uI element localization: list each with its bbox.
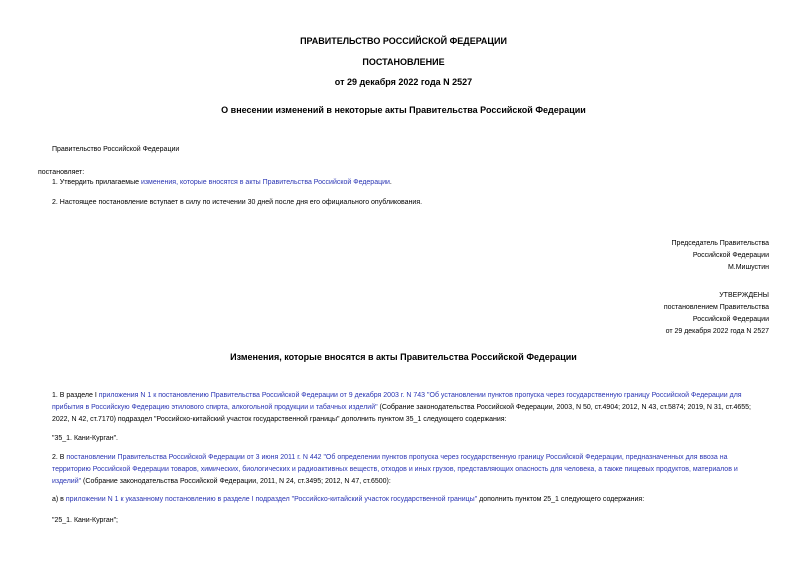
- approval-line-4: от 29 декабря 2022 года N 2527: [665, 328, 769, 335]
- paragraph-1-prefix: 1. Утвердить прилагаемые: [52, 179, 141, 186]
- signature-line-3: М.Мишустин: [727, 264, 769, 271]
- document-type: ПОСТАНОВЛЕНИЕ: [362, 57, 445, 67]
- item-1-prefix: 1. В разделе I: [52, 392, 99, 399]
- paragraph-1: [52, 177, 392, 189]
- item-1-link[interactable]: приложения N 1 к постановлению Правительства Российской Федерации от 9 декабря 2003 г. N 743 "Об установлении пунктов пропуска через государственную границу Российской Федерации для прибытия в Российскую Федерацию этилового спирта, алкогольной продукции и табачных изделий": [52, 392, 742, 411]
- item-2-prefix: 2. В: [52, 454, 67, 461]
- item-2a-paragraph: [52, 494, 644, 506]
- item-1-quote: "35_1. Кани-Курган".: [52, 435, 119, 442]
- paragraph-2: 2. Настоящее постановление вступает в силу по истечении 30 дней после дня его официального опубликования.: [52, 199, 423, 206]
- document-date: от 29 декабря 2022 года N 2527: [334, 77, 473, 87]
- signature-line-1: Председатель Правительства: [671, 240, 769, 247]
- item-1-paragraph: [52, 390, 768, 426]
- changes-link[interactable]: изменения, которые вносятся в акты Правительства Российской Федерации: [140, 179, 390, 186]
- item-2-suffix: (Собрание законодательства Российской Федерации, 2011, N 24, ст.3495; 2012, N 47, ст.6500):: [81, 478, 391, 485]
- approval-block: [664, 290, 769, 338]
- approval-line-2: постановлением Правительства: [663, 304, 769, 311]
- changes-title: Изменения, которые вносятся в акты Правительства Российской Федерации: [230, 352, 577, 362]
- item-2-paragraph: [52, 452, 768, 488]
- item-2a-quote: "25_1. Кани-Курган";: [52, 517, 119, 524]
- approval-line-3: Российской Федерации: [692, 316, 769, 323]
- item-2a-suffix: дополнить пунктом 25_1 следующего содержания:: [477, 496, 645, 503]
- approval-line-1: УТВЕРЖДЕНЫ: [719, 292, 769, 299]
- item-2-link[interactable]: постановлении Правительства Российской Федерации от 3 июня 2011 г. N 442 "Об определении пунктов пропуска через государственную границу Российской Федерации, предназначенных для ввоза на территорию Российской Федерации товаров, химических, биологических и радиоактивных веществ, отходов и иных грузов, представляющих опасность для человека, а также пищевых продуктов, материалов и изделий": [52, 454, 738, 485]
- signature-line-2: Российской Федерации: [692, 252, 769, 259]
- document-title: О внесении изменений в некоторые акты Правительства Российской Федерации: [221, 105, 586, 115]
- government-line: Правительство Российской Федерации: [52, 146, 180, 153]
- item-2a-prefix: а) в: [52, 496, 66, 503]
- item-2a-link[interactable]: приложении N 1 к указанному постановлению в разделе I подраздел "Российско-китайский участок государственной границы": [65, 496, 478, 503]
- signature-block: [672, 238, 769, 274]
- government-heading: ПРАВИТЕЛЬСТВО РОССИЙСКОЙ ФЕДЕРАЦИИ: [300, 36, 507, 46]
- decides-line: постановляет:: [38, 169, 85, 176]
- item-1-suffix: (Собрание законодательства Российской Федерации, 2003, N 50, ст.4904; 2012, N 43, ст.5874; 2019, N 31, ст.4655; 2022, N 42, ст.7170) подраздел "Российско-китайский участок государственной границы" дополнить пунктом 35_1 следующего содержания:: [52, 404, 751, 423]
- paragraph-1-suffix: .: [389, 179, 392, 186]
